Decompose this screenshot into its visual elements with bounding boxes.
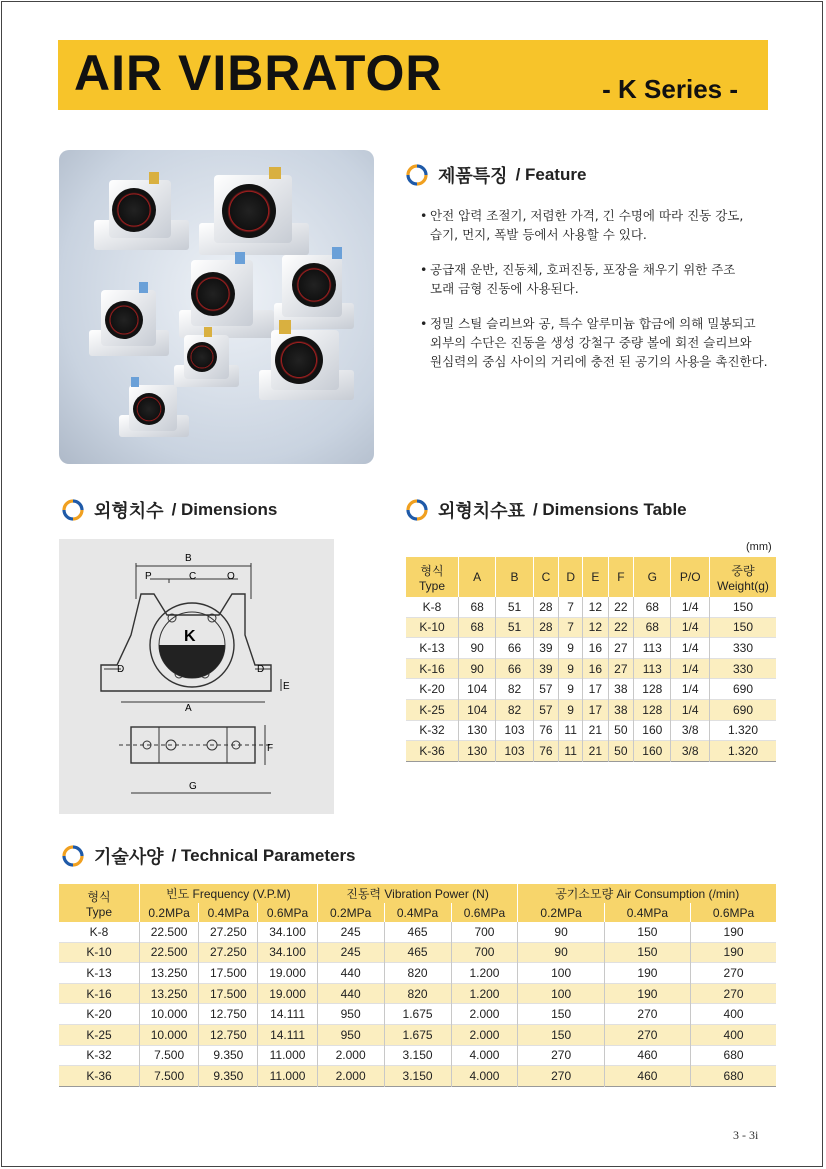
table-row [406,617,776,638]
table-cell: 39 [533,638,559,659]
unit-label: (mm) [746,541,772,553]
table-cell: 9 [559,638,583,659]
technical-heading-ko: 기술사양 [94,847,164,868]
table-cell: 66 [496,658,533,679]
dimensions-table-heading [406,497,687,523]
table-cell: K-13 [406,638,459,659]
table-cell: 3/8 [671,720,710,741]
dimensions-heading-ko: 외형치수 [94,501,164,522]
table-cell: 400 [723,1007,744,1022]
table-cell: K-36 [406,741,459,762]
table-cell: 1/4 [671,699,710,720]
table-cell: 76 [533,741,559,762]
table-cell: 2.000 [317,1066,384,1087]
pressure-header: 0.2MPa [317,903,384,922]
dimensions-table [406,557,776,762]
drawing-label-c: C [189,571,197,582]
dimensions-table-heading-en: / Dimensions Table [532,500,687,519]
feature-heading [406,162,586,188]
table-cell: 270 [723,965,744,980]
table-cell: 12.750 [199,1004,258,1025]
table-cell: 22.500 [140,942,199,963]
table-cell: 82 [496,679,533,700]
dimension-drawing-svg [59,539,334,814]
table-cell: 1.200 [451,983,518,1004]
table-cell: 128 [634,699,671,720]
pressure-header: 0.2MPa [518,903,604,922]
table-row [59,922,776,942]
table-cell: 22.500 [140,922,199,942]
table-cell: 270 [604,1004,690,1025]
table-cell: 190 [723,924,744,939]
table-cell: 270 [518,1045,604,1066]
dimensions-heading-en: / Dimensions [171,500,278,519]
table-cell: 1/4 [671,658,710,679]
table-cell: K-8 [59,922,140,942]
table-cell: 2.000 [451,1004,518,1025]
group-header-frequency: 빈도 Frequency (V.P.M) [140,884,318,903]
table-cell: K-8 [406,597,459,617]
table-cell: 150 [604,942,690,963]
table-cell: 150 [518,1004,604,1025]
table-row [59,1045,776,1066]
feature-heading-ko: 제품특징 [438,166,508,187]
drawing-label-a: A [185,703,192,714]
table-cell: 160 [634,741,671,762]
pressure-header: 0.4MPa [604,903,690,922]
table-cell: 1.200 [451,963,518,984]
table-cell: 17 [583,699,609,720]
table-cell: K-10 [406,617,459,638]
table-cell: 1/4 [671,617,710,638]
table-cell: 38 [608,699,634,720]
section-ring-icon [406,164,428,186]
pressure-header: 0.6MPa [258,903,317,922]
drawing-label-f: F [267,743,274,754]
drawing-label-k: K [184,628,196,645]
table-cell: 440 [317,983,384,1004]
table-cell: 27.250 [199,942,258,963]
table-cell: K-10 [59,942,140,963]
table-cell: 113 [634,638,671,659]
table-row [406,720,776,741]
table-cell: 150 [710,617,777,638]
table-row [59,963,776,984]
table-cell: 700 [451,942,518,963]
table-row [59,1004,776,1025]
drawing-label-e: E [283,681,290,692]
table-cell: 12 [583,597,609,617]
table-cell: 1.320 [727,723,759,738]
group-header-vibration-power: 진동력 Vibration Power (N) [317,884,518,903]
table-cell: 104 [459,699,496,720]
table-cell: 51 [496,597,533,617]
dimensions-table-heading-ko: 외형치수표 [438,501,525,522]
table-row [59,942,776,963]
technical-heading-en: / Technical Parameters [171,846,356,865]
table-cell: 103 [496,741,533,762]
table-cell: 27 [608,658,634,679]
drawing-label-p: P [145,571,152,582]
table-cell: 3.150 [384,1045,451,1066]
col-header-g: G [634,557,671,597]
table-cell: K-16 [59,983,140,1004]
table-cell: 9.350 [199,1066,258,1087]
table-cell: 700 [451,922,518,942]
table-cell: 7 [559,617,583,638]
table-cell: 21 [583,720,609,741]
table-cell: 245 [317,922,384,942]
drawing-label-d-right: D [257,664,265,675]
drawing-label-d-left: D [117,664,125,675]
table-cell: 10.000 [140,1024,199,1045]
series-subtitle: - K Series - [602,74,738,104]
table-cell: K-32 [59,1045,140,1066]
page-title: AIR VIBRATOR [74,45,443,101]
table-header-row [59,884,776,903]
table-cell: 1.675 [384,1004,451,1025]
table-cell: 460 [604,1045,690,1066]
table-cell: 4.000 [451,1045,518,1066]
table-cell: 9 [559,679,583,700]
table-cell: 690 [710,699,777,720]
table-cell: 3.150 [384,1066,451,1087]
table-cell: 190 [604,963,690,984]
table-row [406,638,776,659]
table-cell: 100 [518,963,604,984]
table-cell: 113 [634,658,671,679]
feature-item: • 안전 압력 조절기, 저렴한 가격, 긴 수명에 따라 진동 강도, 습기, 먼지, 폭발 등에서 사용할 수 있다. [420,206,790,244]
table-row [406,741,776,762]
feature-item: • 정밀 스틸 슬리브와 공, 특수 알루미늄 합금에 의해 밀봉되고 외부의 수단은 진동을 생성 강철구 중량 볼에 회전 슬리브와 원심력의 중심 사이의 거리에 충전 된 공기의 사용을 촉진한다. [420,314,790,371]
table-cell: K-36 [59,1066,140,1087]
table-cell: 245 [317,942,384,963]
feature-heading-en: / Feature [515,165,587,184]
table-cell: 39 [533,658,559,679]
table-cell: 820 [384,963,451,984]
table-cell: 690 [732,682,754,697]
table-cell: 57 [533,699,559,720]
table-cell: 14.111 [258,1004,317,1025]
section-ring-icon [406,499,428,521]
table-cell: 150 [518,1024,604,1045]
col-header-a: A [459,557,496,597]
table-cell: 1/4 [671,638,710,659]
table-row [59,1066,776,1087]
table-cell: 27.250 [199,922,258,942]
col-header-type: 형식 Type [59,884,140,922]
table-cell: 90 [459,658,496,679]
pressure-header: 0.2MPa [140,903,199,922]
col-header-type: 형식 Type [406,557,459,597]
table-header-row [406,557,776,597]
table-cell: 160 [634,720,671,741]
table-row [406,658,776,679]
table-cell: 1.320 [710,741,777,762]
table-cell: 7.500 [140,1066,199,1087]
table-cell: K-13 [59,963,140,984]
feature-list [420,206,790,387]
pressure-header: 0.4MPa [199,903,258,922]
col-header-c: C [533,557,559,597]
pressure-header-row [59,903,776,922]
table-cell: 12.750 [199,1024,258,1045]
table-cell: 460 [604,1066,690,1087]
table-cell: 50 [608,720,634,741]
table-row [406,679,776,700]
table-cell: K-20 [406,679,459,700]
pressure-header: 0.6MPa [451,903,518,922]
table-cell: 27 [608,638,634,659]
technical-heading [62,843,356,869]
table-cell: 270 [604,1024,690,1045]
section-ring-icon [62,845,84,867]
table-cell: 13.250 [140,983,199,1004]
table-cell: 1.675 [384,1024,451,1045]
table-cell: 28 [533,617,559,638]
table-cell: 330 [710,658,777,679]
table-cell: K-32 [406,720,459,741]
table-cell: 465 [384,942,451,963]
table-cell: 19.000 [258,963,317,984]
table-cell: 950 [317,1004,384,1025]
table-cell: 400 [691,1024,776,1045]
table-cell: 76 [533,720,559,741]
table-cell: 2.000 [451,1024,518,1045]
table-row [59,983,776,1004]
col-header-e: E [583,557,609,597]
drawing-label-b: B [185,553,192,564]
table-cell: 330 [732,640,754,655]
table-row [406,699,776,720]
table-cell: 17 [583,679,609,700]
feature-item: • 공급재 운반, 진동체, 호퍼진동, 포장을 채우기 위한 주조 모래 금형 진동에 사용된다. [420,260,790,298]
table-cell: 68 [634,617,671,638]
vibrator-illustration [59,150,374,464]
table-row [59,1024,776,1045]
group-header-air-consumption: 공기소모량 Air Consumption (/min) [518,884,776,903]
table-cell: 11 [559,720,583,741]
table-cell: 12 [583,617,609,638]
table-cell: 28 [533,597,559,617]
col-header-b: B [496,557,533,597]
table-cell: 11 [559,741,583,762]
table-cell: 4.000 [451,1066,518,1087]
title-banner [58,40,768,110]
table-cell: 190 [604,983,690,1004]
table-cell: 16 [583,638,609,659]
table-cell: 51 [496,617,533,638]
table-cell: K-25 [59,1024,140,1045]
table-cell: 9 [559,658,583,679]
table-cell: 90 [459,638,496,659]
table-cell: 82 [496,699,533,720]
drawing-label-g: G [189,781,197,792]
table-cell: K-20 [59,1004,140,1025]
table-cell: 7 [559,597,583,617]
table-cell: 90 [518,922,604,942]
table-row [406,597,776,617]
dimension-drawing [59,539,334,814]
pressure-header: 0.4MPa [384,903,451,922]
table-cell: K-16 [406,658,459,679]
table-cell: 10.000 [140,1004,199,1025]
table-cell: 820 [384,983,451,1004]
table-cell: 17.500 [199,963,258,984]
product-photo [59,150,374,464]
table-cell: 7.500 [140,1045,199,1066]
table-cell: 57 [533,679,559,700]
table-cell: 21 [583,741,609,762]
table-cell: 68 [459,617,496,638]
table-cell: 2.000 [317,1045,384,1066]
table-cell: 100 [518,983,604,1004]
table-cell: 680 [691,1066,776,1087]
table-cell: 90 [518,942,604,963]
table-cell: 22 [608,617,634,638]
table-cell: 440 [317,963,384,984]
table-cell: 103 [496,720,533,741]
col-header-weight: 중량 Weight(g) [710,557,777,597]
col-header-po: P/O [671,557,710,597]
table-cell: 130 [459,720,496,741]
table-cell: 66 [496,638,533,659]
table-cell: K-25 [406,699,459,720]
table-cell: 270 [518,1066,604,1087]
table-cell: 465 [384,922,451,942]
section-ring-icon [62,499,84,521]
pressure-header: 0.6MPa [691,903,776,922]
drawing-label-o: O [227,571,235,582]
table-cell: 130 [459,741,496,762]
table-cell: 11.000 [258,1045,317,1066]
table-cell: 1/4 [671,597,710,617]
table-cell: 13.250 [140,963,199,984]
table-cell: 14.111 [258,1024,317,1045]
table-cell: 680 [723,1048,744,1063]
col-header-d: D [559,557,583,597]
technical-table [59,884,776,1087]
table-cell: 1/4 [671,679,710,700]
table-cell: 150 [732,599,754,614]
table-cell: 34.100 [258,922,317,942]
table-cell: 3/8 [671,741,710,762]
table-cell: 22 [608,597,634,617]
dimensions-heading [62,497,277,523]
table-cell: 950 [317,1024,384,1045]
table-cell: 50 [608,741,634,762]
table-cell: 9 [559,699,583,720]
table-cell: 16 [583,658,609,679]
table-cell: 190 [691,942,776,963]
table-cell: 17.500 [199,983,258,1004]
table-cell: 11.000 [258,1066,317,1087]
table-cell: 68 [634,597,671,617]
table-cell: 68 [459,597,496,617]
table-cell: 270 [691,983,776,1004]
table-cell: 150 [604,922,690,942]
table-cell: 104 [459,679,496,700]
page-number: 3 - 3i [733,1128,759,1142]
table-cell: 9.350 [199,1045,258,1066]
table-cell: 38 [608,679,634,700]
table-cell: 19.000 [258,983,317,1004]
table-cell: 128 [634,679,671,700]
col-header-f: F [608,557,634,597]
table-cell: 34.100 [258,942,317,963]
